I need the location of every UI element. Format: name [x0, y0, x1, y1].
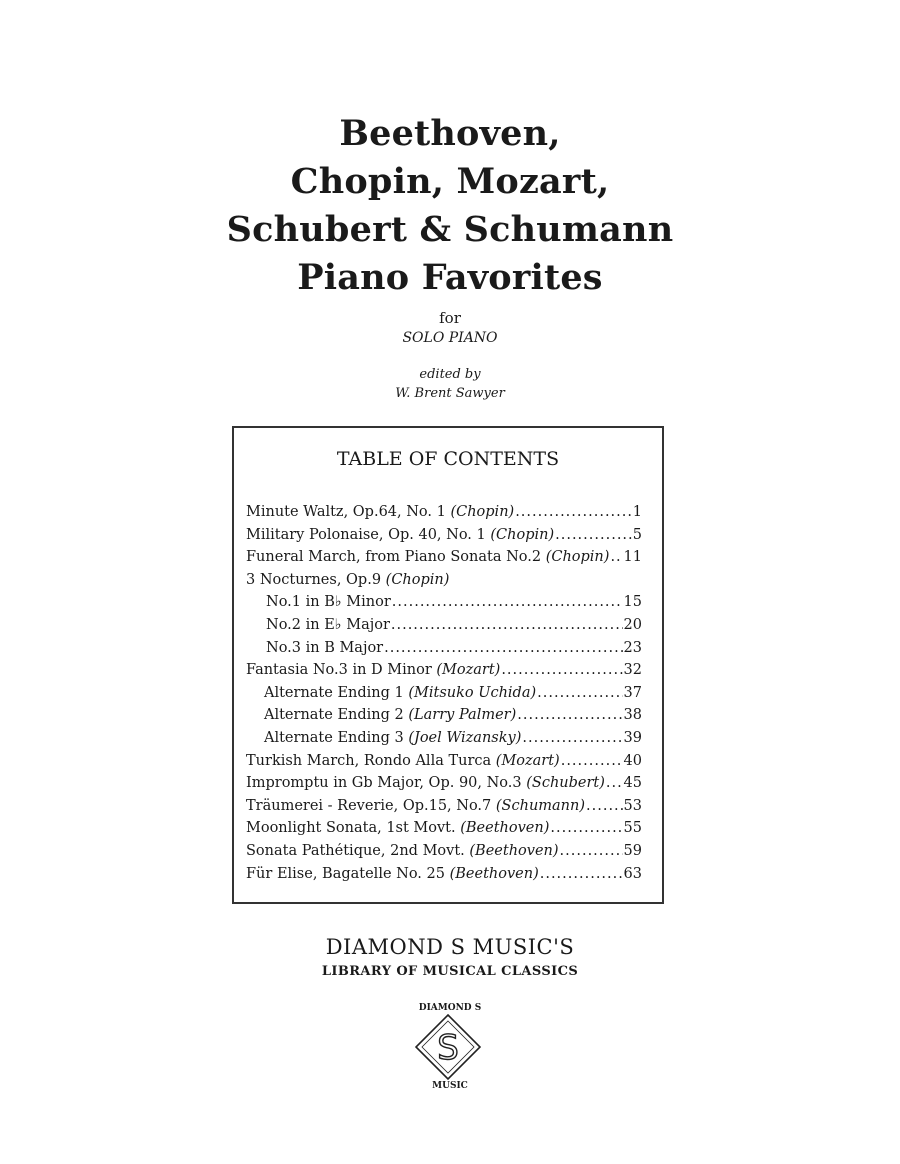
toc-entry-title: No.2 in E♭ Major [266, 616, 390, 633]
toc-entry-group [246, 572, 642, 595]
toc-entry-page: 59 [623, 842, 642, 859]
dot-leader [384, 640, 622, 656]
toc-entry-title: Military Polonaise, Op. 40, No. 1 [246, 526, 491, 543]
toc-entry [246, 730, 642, 753]
toc-entry-page: 32 [623, 662, 642, 679]
toc-entry-title: Alternate Ending 1 [264, 684, 409, 701]
toc-entry-title: Alternate Ending 3 [264, 729, 409, 746]
title-line-4: Piano Favorites [297, 257, 603, 298]
toc-entry-page: 39 [623, 729, 642, 746]
toc-entry [246, 662, 642, 685]
toc-entry [246, 820, 642, 843]
toc-entry-page: 23 [623, 639, 642, 656]
toc-entry-title: Impromptu in Gb Major, Op. 90, No.3 [246, 775, 527, 792]
toc-entry-page: 5 [632, 526, 642, 543]
toc-entry-page: 37 [623, 684, 642, 701]
toc-entry-composer: (Mozart) [495, 752, 560, 769]
toc-entry [246, 843, 642, 866]
toc-entry-composer: (Mozart) [436, 662, 501, 679]
toc-entry [246, 640, 642, 663]
toc-entry-title: Minute Waltz, Op.64, No. 1 [246, 504, 451, 520]
toc-entry-composer: (Larry Palmer) [408, 707, 517, 724]
dot-leader [610, 549, 622, 565]
toc-entry-composer: (Chopin) [450, 504, 515, 520]
book-title [0, 110, 900, 302]
diamond-s-logo-icon [415, 1014, 481, 1080]
toc-entry-title: 3 Nocturnes, Op.9 [246, 571, 386, 588]
title-line-3: Schubert & Schumann [226, 209, 674, 250]
publisher-name: DIAMOND S MUSIC'S [325, 935, 575, 959]
toc-entry-title: Moonlight Sonata, 1st Movt. [246, 820, 461, 837]
toc-entry-composer: (Mitsuko Uchida) [408, 684, 537, 701]
toc-entry [246, 617, 642, 640]
toc-entry-title: No.1 in B♭ Minor [266, 594, 391, 611]
series-name: LIBRARY OF MUSICAL CLASSICS [321, 964, 579, 979]
instrument-label: SOLO PIANO [402, 330, 498, 346]
toc-entry-page: 20 [623, 616, 642, 633]
toc-entry-title: Fantasia No.3 in D Minor [246, 662, 437, 679]
dot-leader [517, 707, 622, 723]
title-line-2: Chopin, Mozart, [290, 161, 610, 202]
dot-leader [550, 820, 622, 836]
toc-entry [246, 753, 642, 776]
logo-letter: S [437, 1028, 459, 1068]
toc-entry [246, 798, 642, 821]
dot-leader [537, 685, 622, 701]
toc-entry [246, 866, 642, 889]
toc-entry-title: Sonata Pathétique, 2nd Movt. [246, 842, 470, 859]
dot-leader [392, 594, 623, 610]
dot-leader [606, 775, 623, 791]
toc-entry-page: 45 [623, 775, 642, 792]
toc-entry-composer: (Chopin) [545, 549, 610, 566]
toc-entry [246, 685, 642, 708]
dot-leader [586, 798, 623, 814]
editor-name: W. Brent Sawyer [395, 386, 505, 401]
toc-entry-page: 53 [623, 797, 642, 814]
toc-entry-composer: (Schumann) [495, 797, 586, 814]
dot-leader [560, 843, 623, 859]
toc-entry-title: Für Elise, Bagatelle No. 25 [246, 865, 450, 882]
dot-leader [501, 662, 622, 678]
toc-entry-title: Funeral March, from Piano Sonata No.2 [246, 549, 546, 566]
logo-bottom-text: MUSIC [432, 1081, 468, 1091]
table-of-contents [232, 426, 664, 904]
toc-entry-composer: (Beethoven) [449, 865, 539, 882]
dot-leader [522, 730, 622, 746]
toc-entry [246, 775, 642, 798]
toc-entry-page: 63 [623, 865, 642, 882]
dot-leader [561, 753, 623, 769]
toc-entry-page: 11 [623, 549, 642, 566]
toc-entry-page: 1 [632, 504, 642, 520]
toc-entry [246, 504, 642, 527]
toc-entry-composer: (Chopin) [385, 571, 450, 588]
toc-entry-title: Träumerei - Reverie, Op.15, No.7 [246, 797, 496, 814]
edited-by-label: edited by [419, 367, 481, 382]
title-line-1: Beethoven, [339, 113, 561, 154]
toc-entry [246, 549, 642, 572]
toc-list [246, 504, 642, 888]
toc-entry [246, 707, 642, 730]
toc-entry [246, 527, 642, 550]
toc-entry-title: Alternate Ending 2 [264, 707, 409, 724]
dot-leader [391, 617, 623, 633]
dot-leader [540, 866, 623, 882]
toc-entry-page: 55 [623, 820, 642, 837]
toc-entry-title: No.3 in B Major [266, 639, 384, 656]
toc-entry-page: 38 [623, 707, 642, 724]
toc-entry-page: 40 [623, 752, 642, 769]
toc-heading: TABLE OF CONTENTS [336, 448, 560, 470]
for-label: for [439, 309, 461, 327]
toc-entry-composer: (Beethoven) [460, 820, 550, 837]
toc-entry-title: Turkish March, Rondo Alla Turca [246, 752, 496, 769]
toc-entry [246, 594, 642, 617]
toc-entry-composer: (Joel Wizansky) [408, 729, 522, 746]
logo-top-text: DIAMOND S [418, 1003, 482, 1013]
toc-entry-composer: (Chopin) [490, 526, 555, 543]
dot-leader [515, 504, 632, 520]
toc-entry-page: 15 [623, 594, 642, 611]
toc-entry-composer: (Beethoven) [469, 842, 559, 859]
toc-entry-composer: (Schubert) [526, 775, 605, 792]
dot-leader [555, 527, 632, 543]
